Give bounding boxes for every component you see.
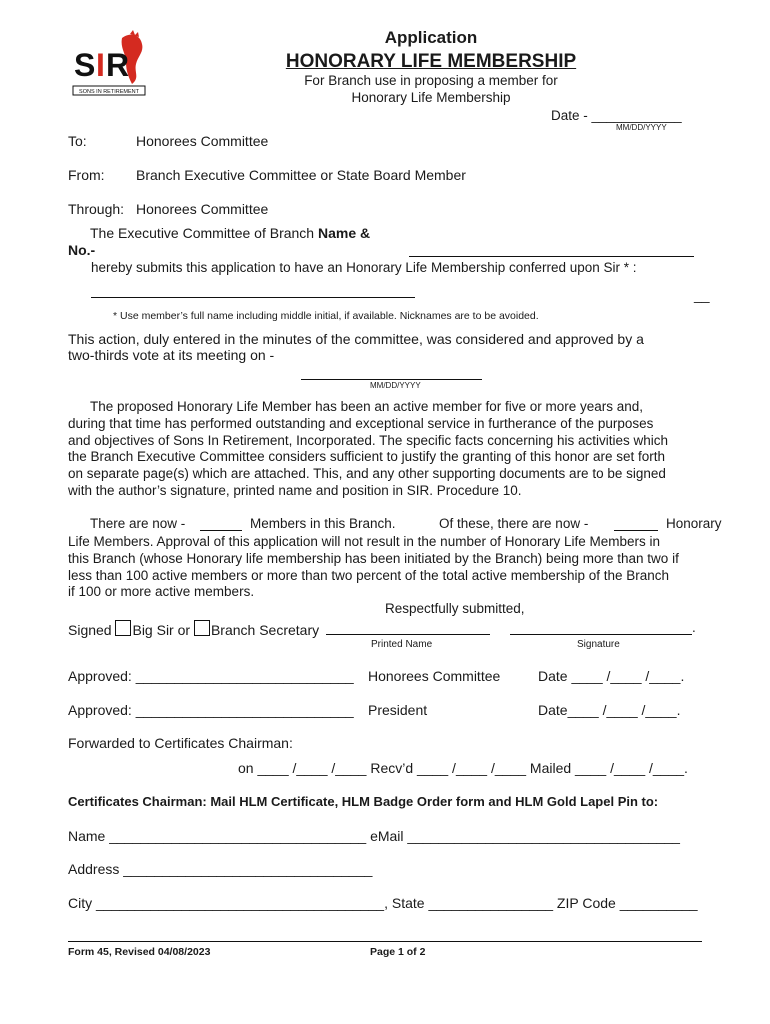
approved-president-role: President	[368, 702, 428, 718]
footer-form: Form 45, Revised 04/08/2023	[68, 946, 211, 958]
through-value: Honorees Committee	[136, 201, 269, 217]
approved-committee-role: Honorees Committee	[368, 668, 501, 684]
footer-page: Page 1 of 2	[370, 946, 426, 958]
respectfully-submitted: Respectfully submitted,	[385, 601, 525, 616]
proposed-paragraph: The proposed Honorary Life Member has been an active member for five or more years and, during that time has performed outstanding and exceptional service in furtherance of the purposes and objectives of Sons In Retirement, Incorporated. The specific facts concerning his activities which the Branch Executive Committee considers sufficient to justify the granting of this honor are set forth on separate page(s) which are attached. This, and any other supporting documents are to be signed with the author’s signature, printed name and position in SIR. Procedure 10.	[68, 399, 669, 498]
name-email-field[interactable]: Name _________________________________ eMail ___________________________________	[68, 828, 680, 844]
svg-text:R: R	[106, 47, 130, 83]
signature-field[interactable]	[510, 634, 692, 635]
address-field[interactable]: Address ________________________________	[68, 861, 373, 877]
honorary-count-field[interactable]	[614, 530, 658, 531]
certificates-heading: Certificates Chairman: Mail HLM Certificate, HLM Badge Order form and HLM Gold Lapel Pin to:	[68, 794, 659, 809]
from-label: From:	[68, 167, 105, 183]
exec-committee-line	[90, 225, 370, 241]
honoree-name-field[interactable]	[91, 297, 415, 298]
secretary-label: Branch Secretary	[210, 622, 320, 638]
honoree-name-end: __	[694, 287, 710, 303]
from-value: Branch Executive Committee or State Board Member	[136, 167, 466, 183]
branch-no-label: No.-	[68, 242, 96, 258]
header-application: Application	[384, 28, 478, 47]
signed-line	[68, 620, 319, 638]
printed-name-label: Printed Name	[371, 639, 433, 650]
city-state-zip-field[interactable]: City _____________________________________, State ________________ ZIP Code __________	[68, 895, 698, 911]
svg-text:S: S	[74, 47, 96, 83]
action-line1: This action, duly entered in the minutes of the committee, was considered and approved by a	[68, 331, 644, 347]
printed-name-field[interactable]	[326, 634, 490, 635]
subtitle-line1: For Branch use in proposing a member for	[304, 73, 558, 88]
signature-dot: .	[692, 620, 696, 635]
footnote: * Use member’s full name including middle initial, if available. Nicknames are to be avoided.	[113, 310, 539, 322]
approved-president-field[interactable]: Approved: ____________________________	[68, 702, 354, 718]
members-count-text: There are now -	[90, 516, 186, 531]
big-sir-label: Big Sir or	[132, 622, 191, 638]
submits-text: hereby submits this application to have an Honorary Life Membership conferred upon Sir * :	[91, 260, 637, 275]
forwarded-label: Forwarded to Certificates Chairman:	[68, 735, 293, 751]
through-label: Through:	[68, 201, 125, 217]
to-value: Honorees Committee	[136, 133, 269, 149]
exec-committee-text: The Executive Committee of Branch	[90, 225, 318, 241]
branch-name-field[interactable]	[409, 256, 694, 257]
members-count-suffix: Members in this Branch.	[250, 516, 396, 531]
approved-committee-date[interactable]: Date ____ /____ /____.	[538, 668, 685, 684]
forwarded-dates[interactable]: on ____ /____ /____ Recv’d ____ /____ /____ Mailed ____ /____ /____.	[238, 760, 688, 776]
honorary-word: Honorary	[666, 516, 722, 531]
svg-text:I: I	[96, 47, 105, 83]
signature-label: Signature	[577, 639, 620, 650]
approval-limit-paragraph: Life Members. Approval of this application will not result in the number of Honorary Life Members in this Branch (whose Honorary life membership has been initiated by the Branch) being more than two if less than 100 active members or more than two percent of the total active membership of the Branch if 100 or more active members.	[68, 534, 679, 600]
secretary-checkbox[interactable]	[194, 620, 210, 636]
logo-tagline: SONS IN RETIREMENT	[79, 89, 139, 95]
header-date-format: MM/DD/YYYY	[616, 123, 667, 132]
meeting-date-field[interactable]	[301, 379, 482, 380]
subtitle-line2: Honorary Life Membership	[351, 90, 511, 105]
footer-divider	[68, 941, 702, 942]
meeting-date-format: MM/DD/YYYY	[370, 381, 421, 390]
members-count-field[interactable]	[200, 530, 242, 531]
header-date-field[interactable]: Date - ____________	[551, 108, 682, 123]
honorary-count-text: Of these, there are now -	[439, 516, 589, 531]
exec-name-bold: Name &	[318, 225, 371, 241]
approved-president-date[interactable]: Date____ /____ /____.	[538, 702, 681, 718]
approved-committee-field[interactable]: Approved: ____________________________	[68, 668, 354, 684]
action-line2: two-thirds vote at its meeting on -	[68, 347, 275, 363]
to-label: To:	[68, 133, 87, 149]
big-sir-checkbox[interactable]	[115, 620, 131, 636]
signed-label: Signed	[68, 622, 112, 638]
page-title: HONORARY LIFE MEMBERSHIP	[285, 51, 577, 72]
